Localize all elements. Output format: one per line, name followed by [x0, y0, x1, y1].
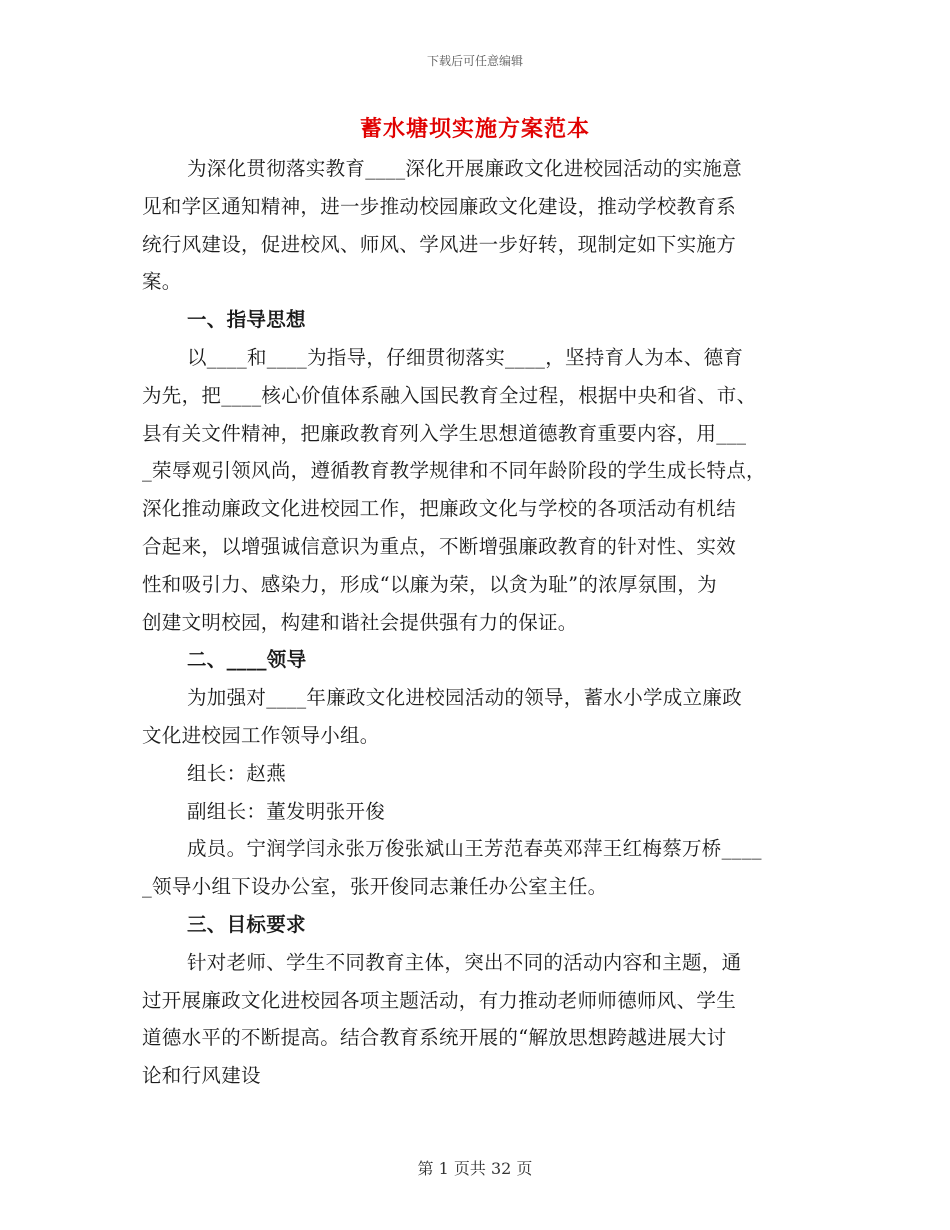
- page-header: 下载后可任意编辑: [426, 54, 523, 68]
- paragraph-line: 见和学区通知精神，进一步推动校园廉政文化建设，推动学校教育系: [142, 194, 737, 218]
- paragraph-line: 性和吸引力、感染力，形成“以廉为荣，以贪为耻”的浓厚氛围，为: [142, 572, 717, 596]
- paragraph-line: 合起来，以增强诚信意识为重点，不断增强廉政教育的针对性、实效: [142, 534, 737, 558]
- paragraph-line: 统行风建设，促进校风、师风、学风进一步好转，现制定如下实施方: [142, 232, 737, 256]
- paragraph-line: 为先，把____核心价值体系融入国民教育全过程，根据中央和省、市、: [142, 383, 757, 407]
- paragraph-line: 组长：赵燕: [187, 761, 287, 785]
- section-heading: 一、指导思想: [187, 308, 306, 332]
- document-body: [142, 150, 822, 1095]
- paragraph-line: 副组长：董发明张开俊: [187, 799, 386, 823]
- paragraph-line: 针对老师、学生不同教育主体，突出不同的活动内容和主题，通: [187, 950, 742, 974]
- paragraph-line: 为深化贯彻落实教育____深化开展廉政文化进校园活动的实施意: [187, 157, 742, 180]
- paragraph-line: 道德水平的不断提高。结合教育系统开展的“解放思想跨越进展大讨: [142, 1026, 727, 1050]
- paragraph-line: 县有关文件精神，把廉政教育列入学生思想道德教育重要内容，用___: [142, 421, 747, 445]
- page-footer: 第 1 页共 32 页: [417, 1159, 533, 1178]
- section-heading: 二、____领导: [187, 648, 307, 672]
- paragraph-line: 论和行风建设: [142, 1064, 261, 1088]
- document-title: 蓄水塘坝实施方案范本: [359, 116, 590, 142]
- paragraph-line: 文化进校园工作领导小组。: [142, 723, 380, 747]
- paragraph-line: 以____和____为指导，仔细贯彻落实____，坚持育人为本、德育: [187, 345, 744, 369]
- paragraph-line: _领导小组下设办公室，张开俊同志兼任办公室主任。: [142, 875, 608, 899]
- paragraph-line: 深化推动廉政文化进校园工作，把廉政文化与学校的各项活动有机结: [142, 497, 737, 521]
- section-heading: 三、目标要求: [187, 912, 306, 936]
- paragraph-line: 成员。宁润学闫永张万俊张斌山王芳范春英邓萍王红梅蔡万桥____: [187, 837, 762, 861]
- paragraph-line: 为加强对____年廉政文化进校园活动的领导，蓄水小学成立廉政: [187, 686, 742, 710]
- paragraph-line: 过开展廉政文化进校园各项主题活动，有力推动老师师德师风、学生: [142, 988, 737, 1012]
- paragraph-line: _荣辱观引领风尚，遵循教育教学规律和不同年龄阶段的学生成长特点，: [142, 459, 766, 483]
- paragraph-line: 案。: [142, 270, 182, 294]
- paragraph-line: 创建文明校园，构建和谐社会提供强有力的保证。: [142, 610, 578, 634]
